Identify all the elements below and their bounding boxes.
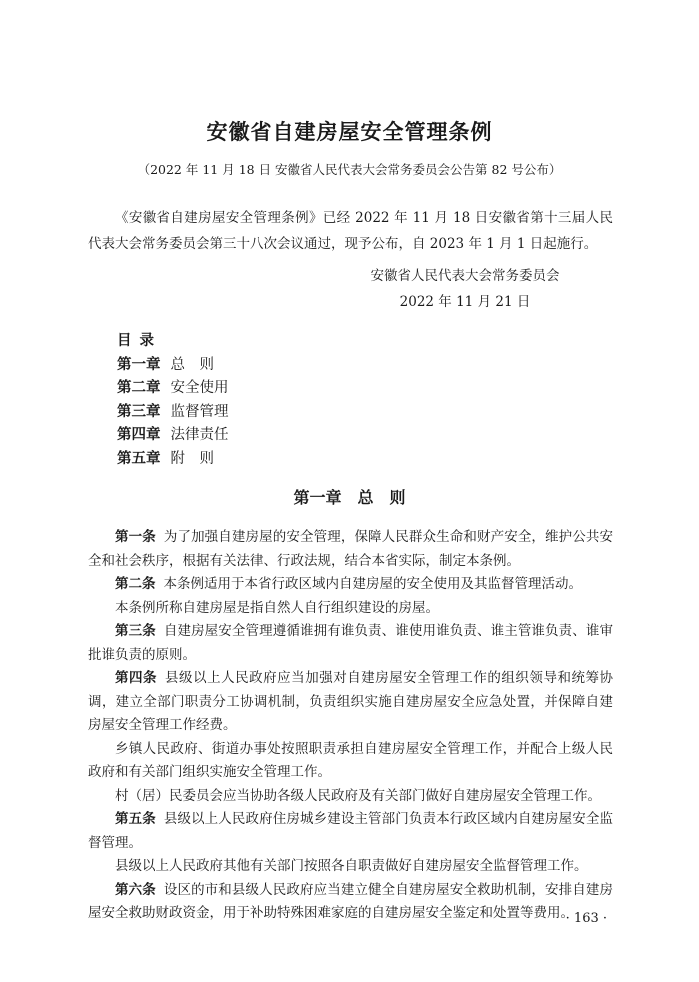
toc-item [117,354,229,378]
toc-item [117,377,229,401]
toc-heading: 目录 [117,333,162,349]
article-paragraph [88,620,613,667]
article-list [88,526,613,926]
issue-date: 2022 年 11 月 21 日 [399,294,531,310]
toc-chapter-name: 总 则 [170,356,214,373]
article-paragraph [88,785,613,809]
article-label: 第六条 [115,881,156,898]
article-text: 为了加强自建房屋的安全管理，保障人民群众生命和财产安全，维护公共安全和社会秩序，根据有关法律、行政法规，结合本省实际，制定本条例。 [88,529,613,569]
article-paragraph [88,855,613,879]
article-paragraph [88,526,613,573]
chapter-heading: 第一章 总 则 [293,488,406,507]
toc-chapter-name: 附 则 [170,450,214,467]
article-text: 乡镇人民政府、街道办事处按照职责承担自建房屋安全管理工作，并配合上级人民政府和有关部门组织实施安全管理工作。 [88,740,613,780]
article-label: 第一条 [115,529,156,545]
toc-item [117,401,229,425]
article-text: 本条例所称自建房屋是指自然人自行组织建设的房屋。 [115,599,439,616]
toc-chapter: 第五章 [117,450,161,467]
article-paragraph [88,738,613,785]
toc-chapter: 第四章 [117,427,161,443]
article-text: 本条例适用于本省行政区域内自建房屋的安全使用及其监督管理活动。 [163,576,582,592]
article-text: 设区的市和县级人民政府应当建立健全自建房屋安全救助机制，安排自建房屋安全救助财政资金，用于补助特殊困难家庭的自建房屋安全鉴定和处置等费用。 [88,881,613,921]
article-text: 村（居）民委员会应当协助各级人民政府及有关部门做好自建房屋安全管理工作。 [115,787,601,804]
document-subtitle: （2022 年 11 月 18 日 安徽省人民代表大会常务委员会公告第 82 号公布） [137,162,562,177]
table-of-contents [117,330,229,471]
article-text: 县级以上人民政府其他有关部门按照各自职责做好自建房屋安全监督管理工作。 [115,858,588,874]
toc-chapter: 第二章 [117,380,161,396]
toc-chapter: 第一章 [117,356,161,373]
issuer-name: 安徽省人民代表大会常务委员会 [370,268,560,284]
toc-item [117,424,229,448]
article-text: 自建房屋安全管理遵循谁拥有谁负责、谁使用谁负责、谁主管谁负责、谁审批谁负责的原则。 [88,623,613,663]
toc-chapter-name: 监督管理 [170,403,229,420]
toc-item [117,448,229,472]
intro-paragraph: 《安徽省自建房屋安全管理条例》已经 2022 年 11 月 18 日安徽省第十三届人民代表大会常务委员会第三十八次会议通过，现予公布，自 2023 年 1 月 1 日起施行。 [88,210,613,252]
article-text: 县级以上人民政府住房城乡建设主管部门负责本行政区域内自建房屋安全监督管理。 [88,811,613,851]
article-label: 第二条 [115,576,156,592]
article-label: 第四条 [115,670,158,686]
article-paragraph [88,808,613,855]
article-text: 县级以上人民政府应当加强对自建房屋安全管理工作的组织领导和统筹协调，建立全部门职责分工协调机制，负责组织实施自建房屋安全应急处置，并保障自建房屋安全管理工作经费。 [88,670,614,733]
article-paragraph [88,879,613,926]
article-paragraph [88,597,613,621]
toc-chapter-name: 法律责任 [170,427,229,443]
article-paragraph [88,573,613,597]
page-number: · 163 · [565,911,607,926]
article-label: 第五条 [115,811,156,827]
article-paragraph [88,667,613,738]
toc-chapter-name: 安全使用 [170,380,229,396]
document-title: 安徽省自建房屋安全管理条例 [206,120,493,144]
issuer-block [360,263,570,315]
toc-chapter: 第三章 [117,403,161,420]
article-label: 第三条 [115,623,156,639]
